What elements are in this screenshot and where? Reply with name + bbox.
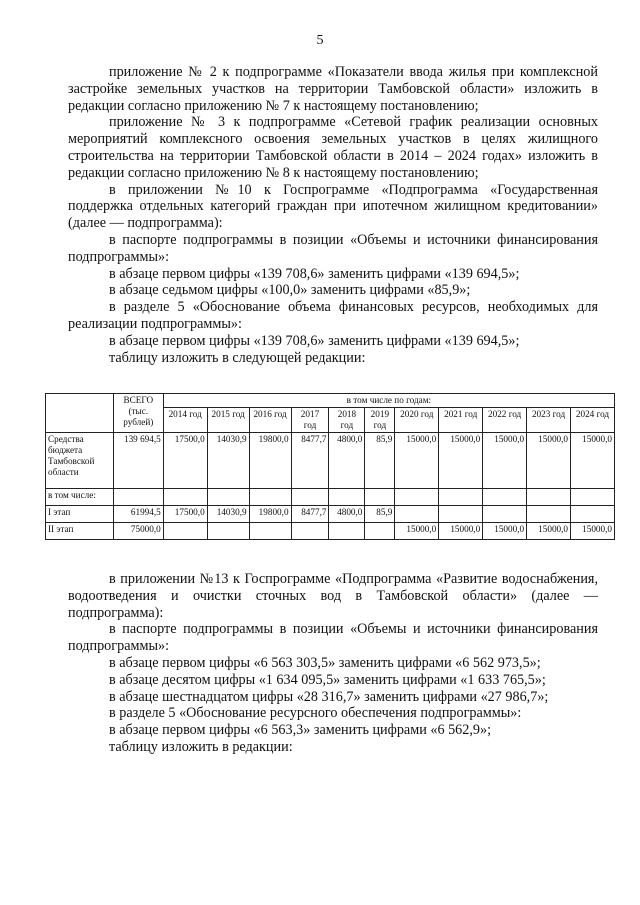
cell: 15000,0 [483, 523, 527, 540]
paragraph: в абзаце шестнадцатом цифры «28 316,7» заменить цифрами «27 986,7»; [109, 688, 549, 705]
paragraph: в абзаце седьмом цифры «100,0» заменить цифрами «85,9»; [109, 282, 471, 299]
table-header-year: 2018 год [329, 408, 365, 433]
table-header-years-group: в том числе по годам: [163, 394, 614, 408]
paragraph: приложение № 3 к подпрограмме «Сетевой график реализации основных мероприятий комплексного освоения земельных участков в целях жилищного строительства на территории Тамбовской области в 2014 – 2024 годах» изложить в редакции согласно приложению № 8 к настоящему постановлению; [68, 114, 598, 181]
cell: 8477,7 [291, 433, 329, 489]
row-total: 61994,5 [113, 506, 163, 523]
cell: 4800,0 [329, 506, 365, 523]
table-row [46, 489, 615, 506]
cell: 85,9 [365, 433, 395, 489]
cell [483, 506, 527, 523]
cell: 15000,0 [483, 433, 527, 489]
cell [439, 506, 483, 523]
row-label: в том числе: [46, 489, 114, 506]
cell: 15000,0 [571, 523, 615, 540]
paragraph: в абзаце первом цифры «139 708,6» заменить цифрами «139 694,5»; [109, 332, 520, 349]
cell [207, 489, 249, 506]
cell: 15000,0 [527, 523, 571, 540]
cell: 15000,0 [571, 433, 615, 489]
cell [395, 506, 439, 523]
cell: 17500,0 [163, 506, 207, 523]
row-total: 75000,0 [113, 523, 163, 540]
row-total [113, 489, 163, 506]
row-total: 139 694,5 [113, 433, 163, 489]
cell: 17500,0 [163, 433, 207, 489]
paragraph: в паспорте подпрограммы в позиции «Объемы и источники финансирования подпрограммы»: [68, 231, 598, 265]
cell [249, 489, 291, 506]
table-header-year: 2014 год [163, 408, 207, 433]
cell [249, 523, 291, 540]
cell [163, 489, 207, 506]
cell: 15000,0 [395, 433, 439, 489]
table-header-empty [46, 394, 114, 433]
paragraph: таблицу изложить в редакции: [109, 738, 293, 755]
table-header-year: 2024 год [571, 408, 615, 433]
row-label: I этап [46, 506, 114, 523]
paragraph: в приложении №10 к Госпрограмме «Подпрограмма «Государственная поддержка отдельных категорий граждан при ипотечном жилищном кредитовании» (далее — подпрограмма): [68, 181, 598, 232]
cell [439, 489, 483, 506]
text-block-bottom [68, 571, 598, 756]
cell: 14030,9 [207, 433, 249, 489]
row-label: II этап [46, 523, 114, 540]
table-header-year: 2022 год [483, 408, 527, 433]
cell: 15000,0 [527, 433, 571, 489]
budget-table [45, 393, 615, 540]
paragraph: в разделе 5 «Обоснование объема финансовых ресурсов, необходимых для реализации подпрограммы»: [68, 299, 598, 332]
paragraph: в паспорте подпрограммы в позиции «Объемы и источники финансирования подпрограммы»: [68, 621, 598, 655]
text-block-top [68, 64, 598, 366]
cell: 19800,0 [249, 433, 291, 489]
table-header-year: 2023 год [527, 408, 571, 433]
cell [163, 523, 207, 540]
cell: 15000,0 [395, 523, 439, 540]
paragraph: в абзаце первом цифры «6 563 303,5» заменить цифрами «6 562 973,5»; [109, 654, 541, 671]
table-header-year: 2021 год [439, 408, 483, 433]
cell [571, 489, 615, 506]
cell [527, 506, 571, 523]
cell [329, 489, 365, 506]
table-header-year: 2016 год [249, 408, 291, 433]
cell: 19800,0 [249, 506, 291, 523]
page-number: 5 [316, 33, 324, 48]
paragraph: таблицу изложить в следующей редакции: [109, 349, 366, 366]
cell [571, 506, 615, 523]
cell: 8477,7 [291, 506, 329, 523]
paragraph: приложение № 2 к подпрограмме «Показатели ввода жилья при комплексной застройке земельных участков на территории Тамбовской области» изложить в редакции согласно приложению № 7 к настоящему постановлению; [68, 64, 598, 114]
cell: 15000,0 [439, 433, 483, 489]
cell [207, 523, 249, 540]
cell [329, 523, 365, 540]
cell: 14030,9 [207, 506, 249, 523]
table-row [46, 523, 615, 540]
cell [365, 523, 395, 540]
cell [365, 489, 395, 506]
table-header-year: 2020 год [395, 408, 439, 433]
table-row [46, 433, 615, 489]
paragraph: в абзаце первом цифры «6 563,3» заменить цифрами «6 562,9»; [109, 722, 492, 739]
cell [527, 489, 571, 506]
table-header-total: ВСЕГО (тыс. рублей) [113, 394, 163, 433]
cell: 4800,0 [329, 433, 365, 489]
table-header-row [46, 394, 615, 408]
table-row [46, 506, 615, 523]
table-header-year: 2015 год [207, 408, 249, 433]
paragraph: в приложении №13 к Госпрограмме «Подпрограмма «Развитие водоснабжения, водоотведения и очистки сточных вод в Тамбовской области» (далее — подпрограмма): [68, 571, 598, 621]
table-header-year: 2017 год [291, 408, 329, 433]
table-header-year: 2019 год [365, 408, 395, 433]
row-label: Средства бюджета Тамбовской области [46, 433, 114, 489]
paragraph: в разделе 5 «Обоснование ресурсного обеспечения подпрограммы»: [109, 705, 522, 722]
cell [291, 489, 329, 506]
paragraph: в абзаце первом цифры «139 708,6» заменить цифрами «139 694,5»; [109, 265, 520, 282]
cell [395, 489, 439, 506]
cell [291, 523, 329, 540]
cell: 85,9 [365, 506, 395, 523]
cell [483, 489, 527, 506]
paragraph: в абзаце десятом цифры «1 634 095,5» заменить цифрами «1 633 765,5»; [109, 671, 546, 688]
cell: 15000,0 [439, 523, 483, 540]
